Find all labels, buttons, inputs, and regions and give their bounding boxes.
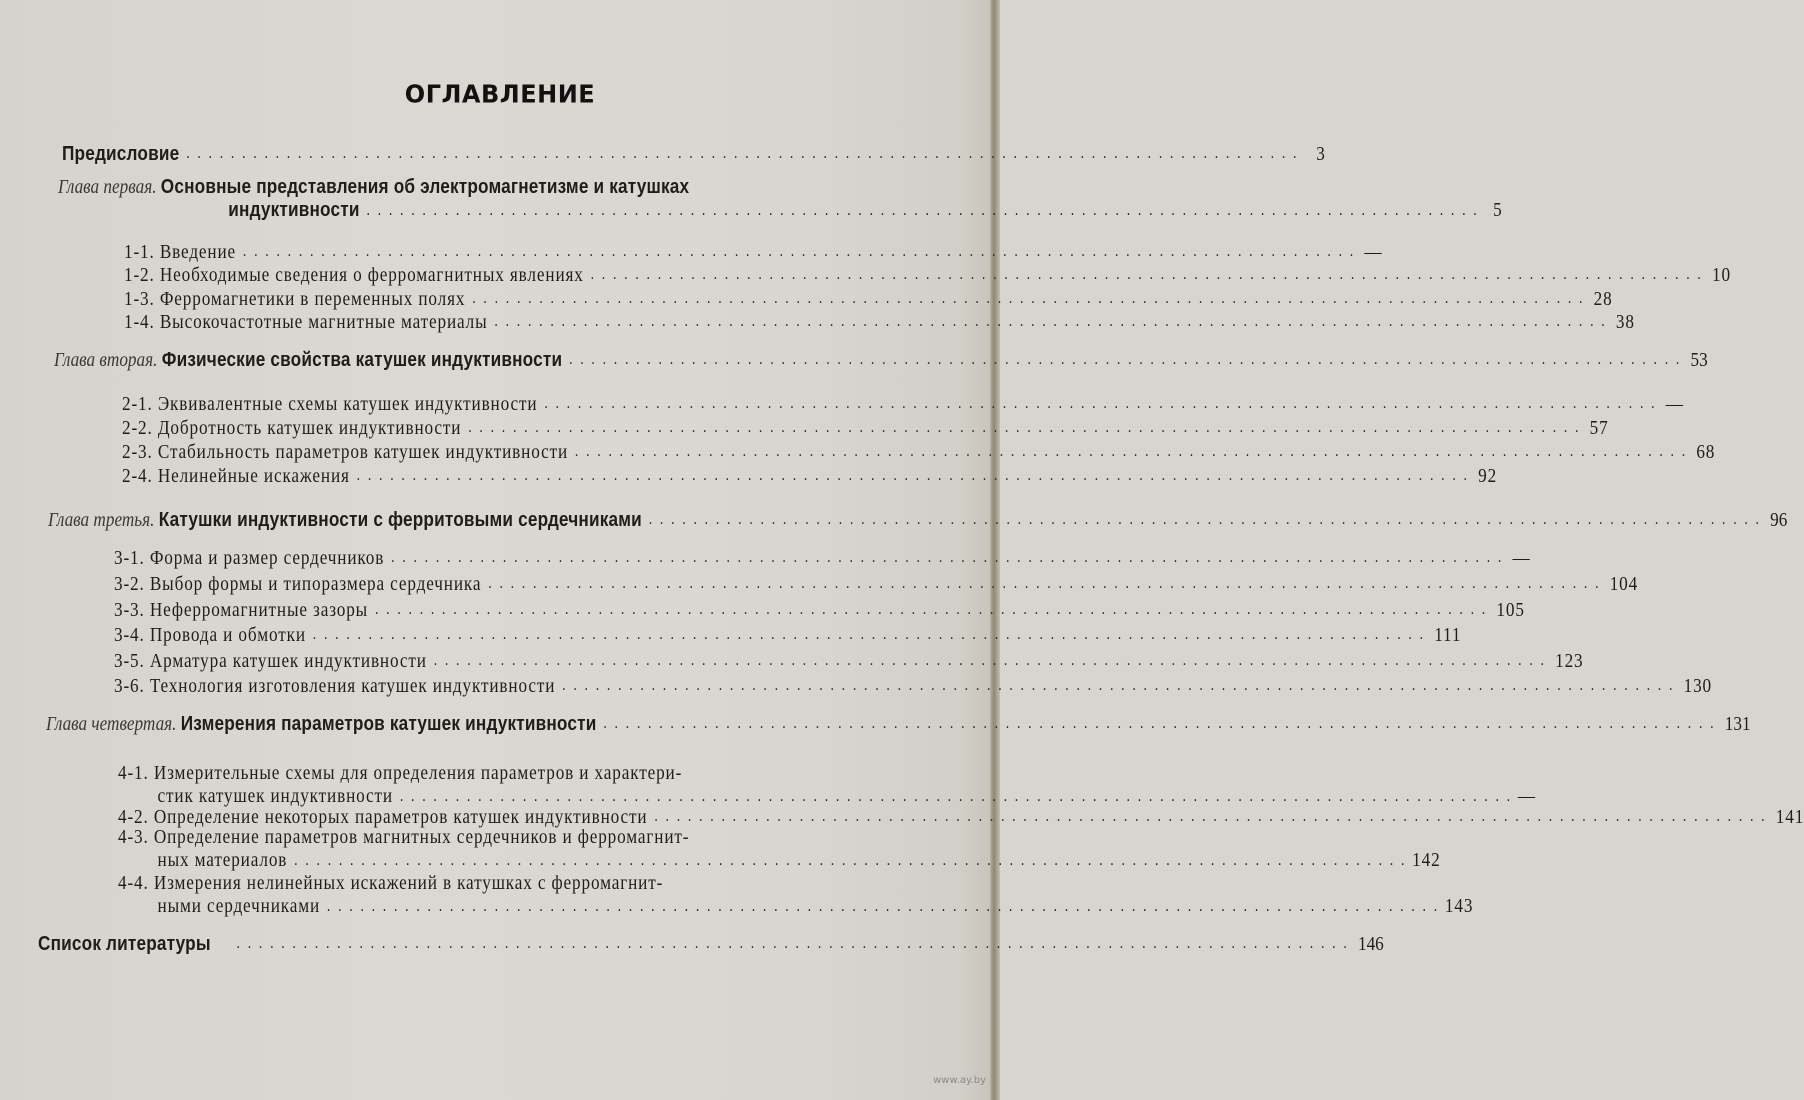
dot-leader: .................................................................................................... <box>494 313 1613 330</box>
toc-section[interactable]: 3-1. Форма и размер сердечников .................................................................................................... — <box>114 547 1531 569</box>
dot-leader: .................................................................................................... <box>488 575 1607 592</box>
dot-leader: .................................................................................................... <box>326 898 1445 915</box>
dot-leader: .................................................................................................... <box>590 266 1709 283</box>
entry-label: Список литературы <box>38 933 211 955</box>
page-number: 105 <box>1496 599 1525 621</box>
chapter-title-line1 <box>58 176 944 199</box>
dot-leader: .................................................................................................... <box>242 243 1361 260</box>
chapter-title: Измерения параметров катушек индуктивности <box>180 713 597 735</box>
dot-leader: .................................................................................................... <box>312 626 1431 643</box>
page-number: 143 <box>1444 895 1474 917</box>
dot-leader: .................................................................................................... <box>356 467 1475 484</box>
page-number: 28 <box>1593 288 1613 310</box>
page-number: 68 <box>1696 441 1716 463</box>
page-number: — <box>1512 547 1531 569</box>
toc-chapter-3[interactable] <box>48 508 1788 532</box>
page-number: 57 <box>1589 417 1609 439</box>
toc-section[interactable]: 3-3. Неферромагнитные зазоры .................................................................................................... 105 <box>114 599 1525 621</box>
toc-section[interactable]: 1-3. Ферромагнетики в переменных полях .................................................................................................... 28 <box>124 288 1613 310</box>
toc-section-4-1[interactable]: 4-1. Измерительные схемы для определения параметров и характери- стик катушек индуктивности .................................................................................................... — <box>118 762 1536 807</box>
toc-section[interactable]: 3-4. Провода и обмотки .................................................................................................... 111 <box>114 624 1462 646</box>
watermark: www.ay.by <box>933 1075 986 1086</box>
toc-section[interactable]: 3-5. Арматура катушек индуктивности .................................................................................................... 123 <box>114 650 1584 672</box>
toc-section[interactable]: 2-2. Добротность катушек индуктивности .................................................................................................... 57 <box>122 417 1609 439</box>
page-title: ОГЛАВЛЕНИЕ <box>404 79 596 109</box>
page-number: 5 <box>1493 199 1502 221</box>
toc-section[interactable]: 2-1. Эквивалентные схемы катушек индуктивности .................................................................................................... — <box>122 393 1684 415</box>
toc-section[interactable]: 1-4. Высокочастотные магнитные материалы .................................................................................................... 38 <box>124 311 1635 333</box>
dot-leader: .................................................................................................... <box>654 808 1773 825</box>
page-number: — <box>1665 393 1684 415</box>
toc-section[interactable]: 1-1. Введение .................................................................................................... — <box>124 241 1383 263</box>
page-number: 38 <box>1615 311 1635 333</box>
page-number: 141 <box>1775 806 1804 828</box>
dot-leader: .................................................................................................... <box>186 145 1305 162</box>
chapter-prefix: Глава первая. <box>58 176 157 198</box>
toc-section[interactable]: 1-2. Необходимые сведения о ферромагнитных явлениях .................................................................................................... 10 <box>124 264 1731 286</box>
page-number: 142 <box>1412 849 1441 871</box>
page-number: 92 <box>1478 465 1498 487</box>
chapter-prefix: Глава вторая. <box>54 349 158 371</box>
toc-chapter-1[interactable] <box>58 176 1502 222</box>
dot-leader: .................................................................................................... <box>544 395 1663 412</box>
page-number: 96 <box>1770 509 1788 531</box>
chapter-prefix: Глава четвертая. <box>46 713 177 735</box>
dot-leader: .................................................................................................... <box>236 935 1355 952</box>
chapter-title: Физические свойства катушек индуктивности <box>161 349 563 371</box>
page-number: 10 <box>1712 264 1731 286</box>
dot-leader: .................................................................................................... <box>374 601 1493 618</box>
page-number: — <box>1517 785 1536 807</box>
page-number: 104 <box>1609 573 1639 595</box>
toc-section[interactable]: 3-6. Технология изготовления катушек индуктивности .................................................................................................... 130 <box>114 675 1712 697</box>
page-number: 3 <box>1316 143 1325 165</box>
toc-section[interactable]: 2-4. Нелинейные искажения .................................................................................................... 92 <box>122 465 1498 487</box>
chapter-title: Основные представления об электромагнетизме и катушках <box>160 176 690 198</box>
chapter-prefix: Глава третья. <box>48 509 155 531</box>
page-number: 146 <box>1357 933 1384 955</box>
dot-leader: .................................................................................................... <box>391 549 1510 566</box>
toc-entry-bibliography[interactable] <box>38 932 1384 956</box>
dot-leader: .................................................................................................... <box>603 715 1722 732</box>
dot-leader: .................................................................................................... <box>562 677 1681 694</box>
toc-chapter-2[interactable] <box>54 348 1708 372</box>
toc-chapter-4[interactable] <box>46 712 1751 736</box>
dot-leader: .................................................................................................... <box>468 419 1587 436</box>
dot-leader: .................................................................................................... <box>433 652 1552 669</box>
dot-leader: .................................................................................................... <box>399 788 1518 805</box>
dot-leader: .................................................................................................... <box>569 351 1688 368</box>
chapter-title-line2: индуктивности .................................................................................................... 5 <box>228 199 1502 221</box>
page-number: 53 <box>1690 349 1708 371</box>
dot-leader: .................................................................................................... <box>574 443 1693 460</box>
toc-section[interactable]: 2-3. Стабильность параметров катушек индуктивности .................................................................................................... 68 <box>122 441 1716 463</box>
dot-leader: .................................................................................................... <box>366 202 1485 219</box>
toc-entry-preface[interactable] <box>62 142 1325 166</box>
page-number: 123 <box>1555 650 1584 672</box>
page-number: 130 <box>1683 675 1712 697</box>
chapter-title: Катушки индуктивности с ферритовыми сердечниками <box>158 509 642 531</box>
toc-section[interactable]: 4-2. Определение некоторых параметров катушек индуктивности .................................................................................................... 141 <box>118 806 1804 828</box>
dot-leader: .................................................................................................... <box>648 511 1767 528</box>
page-number: — <box>1364 241 1383 263</box>
dot-leader: .................................................................................................... <box>294 852 1413 869</box>
page-number: 131 <box>1724 713 1751 735</box>
page-number: 111 <box>1434 624 1462 646</box>
toc-section-4-3[interactable]: 4-3. Определение параметров магнитных сердечников и ферромагнит- ных материалов .................................................................................................... 142 <box>118 826 1441 871</box>
toc-section-4-4[interactable]: 4-4. Измерения нелинейных искажений в катушках с ферромагнит- ными сердечниками .................................................................................................... 143 <box>118 872 1474 917</box>
dot-leader: .................................................................................................... <box>472 290 1591 307</box>
entry-label: Предисловие <box>62 143 180 165</box>
toc-section[interactable]: 3-2. Выбор формы и типоразмера сердечника .................................................................................................... 104 <box>114 573 1639 595</box>
